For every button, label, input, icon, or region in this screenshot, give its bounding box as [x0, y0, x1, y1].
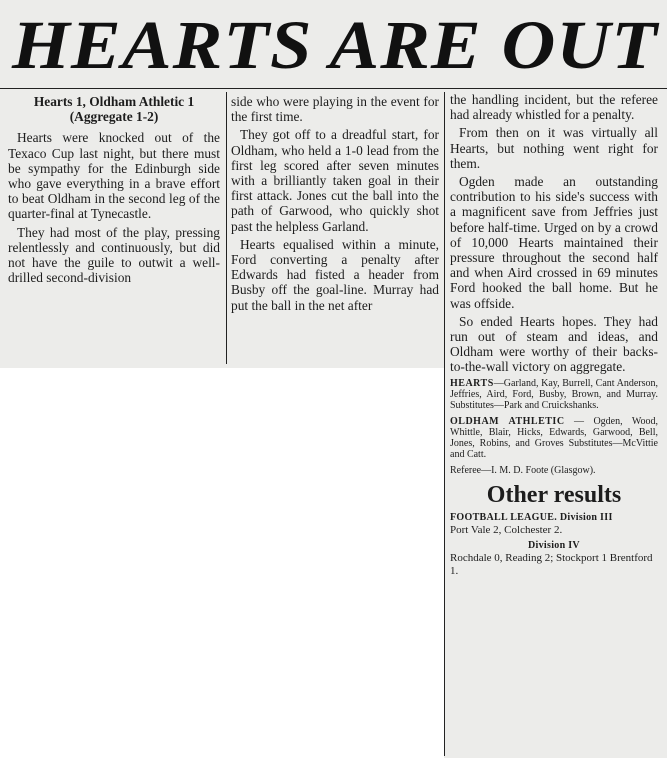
- headline: HEARTS ARE OUT: [12, 7, 658, 83]
- match-score-subhead: [8, 94, 220, 124]
- hearts-lineup-players: —Garland, Kay, Burrell, Cant Anderson, Jeffries, Aird, Ford, Busby, Brown, and Murray. Substitutes—Park and Cruickshanks.: [450, 377, 658, 411]
- column-rule-2: [444, 92, 445, 756]
- oldham-lineup: [450, 416, 658, 460]
- paragraph: Ogden made an outstanding contribution to his side's success with a magnificent save from Jeffries just before half-time. Urged on by a crowd of 10,000 Hearts maintained their pressure throughout the second half and when Aird crossed in 69 minutes Ford hooked the ball home. But he was offside.: [450, 174, 658, 311]
- article-column-3: [450, 92, 658, 579]
- league-heading: FOOTBALL LEAGUE. Division III: [450, 511, 613, 523]
- referee-line: Referee—I. M. D. Foote (Glasgow).: [450, 464, 596, 476]
- division-4-heading: Division IV: [528, 539, 580, 551]
- paragraph: the handling incident, but the referee had already whistled for a penalty.: [450, 92, 658, 123]
- paragraph: side who were playing in the event for the first time.: [231, 94, 439, 125]
- column-rule-1: [226, 92, 227, 364]
- division-4-result: Rochdale 0, Reading 2; Stockport 1 Brentford 1.: [450, 551, 653, 577]
- paragraph: Hearts were knocked out of the Texaco Cup last night, but there must be sympathy for the Edinburgh side who gave everything in a brave effort to beat Oldham in the second leg of the quarter-final at Tynecastle.: [8, 130, 220, 222]
- aggregate-score: (Aggregate 1-2): [69, 109, 159, 125]
- paragraph: They had most of the play, pressing relentlessly and continuously, but did not have the guile to outwit a well-drilled second-division: [8, 224, 220, 286]
- article-column-1: [8, 94, 220, 288]
- division-3-result: Port Vale 2, Colchester 2.: [450, 523, 563, 536]
- oldham-lineup-players: — Ogden, Wood, Whittle, Blair, Hicks, Edwards, Garwood, Bell, Jones, Robins, and Groves Substitutes—McVittie and Catt.: [450, 415, 659, 460]
- paragraph: So ended Hearts hopes. They had run out of steam and ideas, and Oldham were worthy of their backs-to-the-wall victory on aggregate.: [450, 313, 658, 375]
- headline-rule: [0, 88, 667, 89]
- hearts-lineup: [450, 378, 658, 411]
- paragraph: From then on it was virtually all Hearts, but nothing went right for them.: [450, 125, 658, 171]
- article-column-2: [231, 94, 439, 316]
- paragraph: They got off to a dreadful start, for Oldham, who held a 1-0 lead from the first leg scored after seven minutes with a brilliantly taken goal in their first attack. Jones cut the ball into the path of Garwood, who quickly shot past the helpless Garland.: [231, 127, 439, 234]
- hearts-lineup-label: HEARTS: [450, 377, 494, 389]
- oldham-lineup-label: OLDHAM ATHLETIC: [450, 415, 565, 427]
- match-score: Hearts 1, Oldham Athletic 1: [33, 94, 195, 109]
- paragraph: Hearts equalised within a minute, Ford converting a penalty after Edwards had fisted a header from Busby off the goal-line. Murray had put the ball in the net after: [231, 236, 439, 313]
- other-results-title: Other results: [486, 481, 622, 508]
